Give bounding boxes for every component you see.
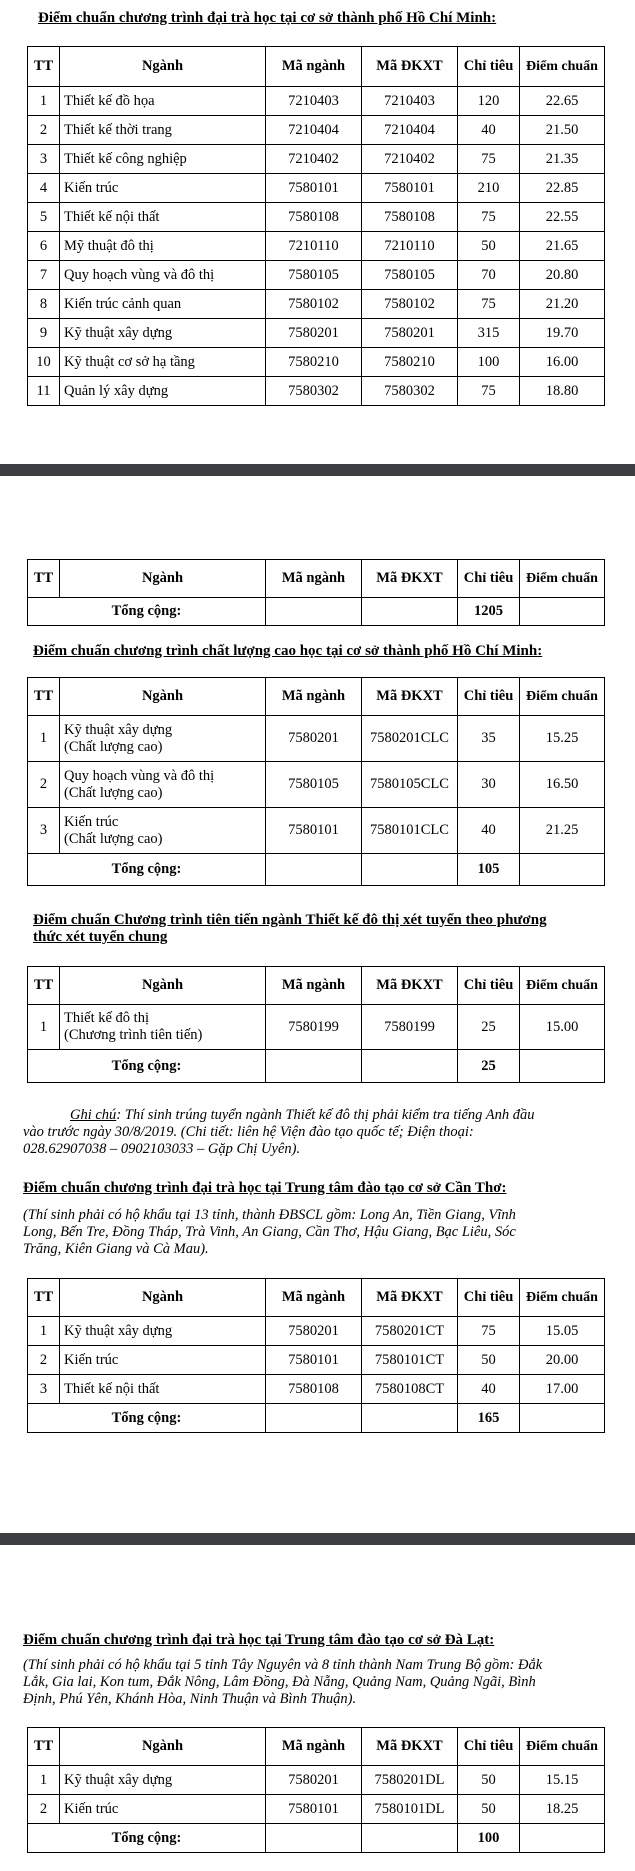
cell-ma-dkxt: 7580201CLC	[362, 716, 458, 762]
note-text: : Thí sinh trúng tuyển ngành Thiết kế đô thị phải kiểm tra tiếng Anh đầu	[116, 1107, 535, 1123]
cell-ma-dkxt: 7580210	[362, 348, 458, 377]
col-header-nganh: Ngành	[60, 47, 266, 87]
cell-ma-nganh: 7580210	[266, 348, 362, 377]
note-label: Ghi chú	[70, 1107, 117, 1123]
col-header-diem: Điểm chuẩn	[520, 1728, 605, 1766]
cell-ma-nganh: 7580105	[266, 261, 362, 290]
cell-tt: 2	[28, 1346, 60, 1375]
nganh-name: Kỹ thuật xây dựng	[64, 721, 173, 738]
nganh-program: (Chất lượng cao)	[64, 830, 163, 847]
page-break	[0, 1533, 635, 1545]
section3-note-line3: 028.62907038 – 0902103033 – Gặp Chị Uyên).	[23, 1141, 301, 1157]
col-header-ma-dkxt: Mã ĐKXT	[362, 967, 458, 1005]
cell-ma-dkxt: 7580101	[362, 174, 458, 203]
section4-note-line2: Long, Bến Tre, Đồng Tháp, Trà Vinh, An Giang, Cần Thơ, Hậu Giang, Bạc Liêu, Sóc	[23, 1224, 516, 1240]
table-header-row	[28, 1728, 605, 1766]
col-header-nganh: Ngành	[60, 678, 266, 716]
col-header-chi-tieu: Chỉ tiêu	[458, 1279, 520, 1317]
cell-diem: 15.15	[520, 1766, 605, 1795]
cell-tt: 11	[28, 377, 60, 406]
cell-nganh	[60, 808, 266, 854]
cell-tt: 2	[28, 762, 60, 808]
table-row	[28, 174, 605, 203]
total-label: Tổng cộng:	[28, 1050, 266, 1083]
col-header-ma-nganh: Mã ngành	[266, 678, 362, 716]
cell-diem: 18.80	[520, 377, 605, 406]
cell-tt: 4	[28, 174, 60, 203]
cell-diem: 22.85	[520, 174, 605, 203]
col-header-diem: Điểm chuẩn	[520, 1279, 605, 1317]
table-row	[28, 203, 605, 232]
cell-chi-tieu: 100	[458, 348, 520, 377]
cell-ma-nganh: 7580101	[266, 1346, 362, 1375]
cell-ma-nganh: 7580105	[266, 762, 362, 808]
table-row	[28, 319, 605, 348]
cell-nganh: Kiến trúc	[60, 174, 266, 203]
col-header-chi-tieu: Chỉ tiêu	[458, 47, 520, 87]
table-row	[28, 1766, 605, 1795]
cell-ma-nganh: 7210110	[266, 232, 362, 261]
cell-diem: 20.80	[520, 261, 605, 290]
table-row	[28, 116, 605, 145]
cell-diem: 17.00	[520, 1375, 605, 1404]
total-row	[28, 1824, 605, 1853]
cell-tt: 5	[28, 203, 60, 232]
table-row	[28, 716, 605, 762]
cell-chi-tieu: 40	[458, 116, 520, 145]
cell-ma-nganh: 7580201	[266, 1766, 362, 1795]
cell-ma-nganh: 7580101	[266, 1795, 362, 1824]
nganh-name: Quy hoạch vùng và đô thị	[64, 767, 215, 784]
cell-chi-tieu: 40	[458, 1375, 520, 1404]
cell-ma-nganh: 7580101	[266, 174, 362, 203]
total-chi-tieu: 165	[458, 1404, 520, 1433]
cell-ma-dkxt: 7210110	[362, 232, 458, 261]
cell-nganh: Kỹ thuật xây dựng	[60, 1317, 266, 1346]
section5-table	[27, 1727, 605, 1853]
section3-note-line1	[70, 1107, 535, 1124]
table-row	[28, 808, 605, 854]
col-header-diem: Điểm chuẩn	[520, 47, 605, 87]
table-row	[28, 762, 605, 808]
cell-nganh: Quy hoạch vùng và đô thị	[60, 261, 266, 290]
section3-title-line2: thức xét tuyển chung	[33, 929, 168, 945]
cell-nganh: Kỹ thuật xây dựng	[60, 319, 266, 348]
cell-tt: 8	[28, 290, 60, 319]
cell-nganh: Thiết kế nội thất	[60, 203, 266, 232]
nganh-program: (Chất lượng cao)	[64, 738, 163, 755]
cell-ma-dkxt: 7580102	[362, 290, 458, 319]
col-header-ma-nganh: Mã ngành	[266, 1279, 362, 1317]
cell-chi-tieu: 75	[458, 1317, 520, 1346]
cell-chi-tieu: 50	[458, 1766, 520, 1795]
section4-note-line1: (Thí sinh phải có hộ khẩu tại 13 tỉnh, thành ĐBSCL gồm: Long An, Tiền Giang, Vĩnh	[23, 1207, 516, 1223]
cell-tt: 2	[28, 1795, 60, 1824]
col-header-tt: TT	[28, 1728, 60, 1766]
cell-chi-tieu: 75	[458, 290, 520, 319]
cell-ma-dkxt: 7210404	[362, 116, 458, 145]
total-chi-tieu: 100	[458, 1824, 520, 1853]
page-break	[0, 464, 635, 476]
cell-ma-nganh: 7580199	[266, 1005, 362, 1050]
total-row	[28, 1404, 605, 1433]
total-chi-tieu: 25	[458, 1050, 520, 1083]
table-row	[28, 1317, 605, 1346]
cell-chi-tieu: 70	[458, 261, 520, 290]
nganh-name: Kiến trúc	[64, 813, 119, 830]
col-header-ma-nganh: Mã ngành	[266, 1728, 362, 1766]
section5-note-line2: Lắk, Gia lai, Kon tum, Đắk Nông, Lâm Đồng, Đà Nẵng, Quảng Nam, Quảng Ngãi, Bình	[23, 1674, 536, 1690]
table-row	[28, 261, 605, 290]
total-label: Tổng cộng:	[28, 1824, 266, 1853]
col-header-nganh: Ngành	[60, 1279, 266, 1317]
cell-chi-tieu: 40	[458, 808, 520, 854]
cell-chi-tieu: 210	[458, 174, 520, 203]
col-header-chi-tieu: Chỉ tiêu	[458, 967, 520, 1005]
cell-tt: 3	[28, 808, 60, 854]
col-header-nganh: Ngành	[60, 1728, 266, 1766]
col-header-tt: TT	[28, 47, 60, 87]
cell-chi-tieu: 50	[458, 1346, 520, 1375]
cell-nganh: Kiến trúc	[60, 1795, 266, 1824]
cell-chi-tieu: 75	[458, 377, 520, 406]
cell-nganh: Kiến trúc cảnh quan	[60, 290, 266, 319]
nganh-program: (Chất lượng cao)	[64, 784, 163, 801]
total-row	[28, 1050, 605, 1083]
total-label: Tổng cộng:	[28, 1404, 266, 1433]
cell-ma-dkxt: 7580101DL	[362, 1795, 458, 1824]
cell-ma-dkxt: 7580105CLC	[362, 762, 458, 808]
col-header-tt: TT	[28, 1279, 60, 1317]
cell-ma-dkxt: 7580108	[362, 203, 458, 232]
section5-note-line1: (Thí sinh phải có hộ khẩu tại 5 tỉnh Tây Nguyên và 8 tỉnh thành Nam Trung Bộ gồm: Đắk	[23, 1657, 543, 1673]
cell-diem: 16.50	[520, 762, 605, 808]
cell-ma-dkxt: 7210403	[362, 87, 458, 116]
cell-tt: 7	[28, 261, 60, 290]
cell-nganh	[60, 762, 266, 808]
cell-ma-nganh: 7210402	[266, 145, 362, 174]
cell-chi-tieu: 25	[458, 1005, 520, 1050]
total-chi-tieu: 1205	[458, 598, 520, 626]
cell-tt: 2	[28, 116, 60, 145]
cell-diem: 15.00	[520, 1005, 605, 1050]
cell-tt: 1	[28, 1766, 60, 1795]
table-header-row	[28, 967, 605, 1005]
section3-table	[27, 966, 605, 1083]
section1-title: Điểm chuẩn chương trình đại trà học tại cơ sở thành phố Hồ Chí Minh:	[38, 10, 497, 26]
cell-nganh: Thiết kế công nghiệp	[60, 145, 266, 174]
col-header-diem: Điểm chuẩn	[520, 560, 605, 598]
cell-chi-tieu: 75	[458, 145, 520, 174]
table-row	[28, 232, 605, 261]
cell-ma-dkxt: 7580108CT	[362, 1375, 458, 1404]
cell-chi-tieu: 120	[458, 87, 520, 116]
cell-ma-nganh: 7580201	[266, 1317, 362, 1346]
section3-title-line1: Điểm chuẩn Chương trình tiên tiến ngành Thiết kế đô thị xét tuyển theo phương	[33, 912, 547, 928]
table-row	[28, 1005, 605, 1050]
section3-note-line2: vào trước ngày 30/8/2019. (Chi tiết: liên hệ Viện đào tạo quốc tế; Điện thoại:	[23, 1124, 474, 1140]
col-header-tt: TT	[28, 678, 60, 716]
cell-tt: 3	[28, 145, 60, 174]
cell-tt: 1	[28, 716, 60, 762]
cell-ma-nganh: 7210404	[266, 116, 362, 145]
section2-title: Điểm chuẩn chương trình chất lượng cao học tại cơ sở thành phố Hồ Chí Minh:	[33, 643, 543, 659]
col-header-nganh: Ngành	[60, 967, 266, 1005]
cell-diem: 21.25	[520, 808, 605, 854]
col-header-diem: Điểm chuẩn	[520, 967, 605, 1005]
col-header-diem: Điểm chuẩn	[520, 678, 605, 716]
total-chi-tieu: 105	[458, 854, 520, 886]
cell-diem: 15.05	[520, 1317, 605, 1346]
nganh-name: Thiết kế đô thị	[64, 1010, 149, 1026]
cell-ma-dkxt: 7580201DL	[362, 1766, 458, 1795]
section4-title: Điểm chuẩn chương trình đại trà học tại Trung tâm đào tạo cơ sở Cần Thơ:	[23, 1180, 507, 1196]
cell-ma-dkxt: 7580201CT	[362, 1317, 458, 1346]
cell-ma-dkxt: 7580201	[362, 319, 458, 348]
section4-table	[27, 1278, 605, 1433]
cell-tt: 9	[28, 319, 60, 348]
cell-nganh: Kỹ thuật cơ sở hạ tầng	[60, 348, 266, 377]
cell-ma-nganh: 7580101	[266, 808, 362, 854]
col-header-ma-nganh: Mã ngành	[266, 47, 362, 87]
col-header-chi-tieu: Chỉ tiêu	[458, 560, 520, 598]
col-header-ma-dkxt: Mã ĐKXT	[362, 47, 458, 87]
total-row	[28, 854, 605, 886]
cell-diem: 22.65	[520, 87, 605, 116]
section1-total-table	[27, 559, 605, 626]
cell-diem: 21.35	[520, 145, 605, 174]
table-row	[28, 87, 605, 116]
cell-ma-nganh: 7580108	[266, 1375, 362, 1404]
cell-chi-tieu: 35	[458, 716, 520, 762]
cell-diem: 16.00	[520, 348, 605, 377]
section4-note-line3: Trăng, Kiên Giang và Cà Mau).	[23, 1241, 209, 1257]
col-header-chi-tieu: Chỉ tiêu	[458, 1728, 520, 1766]
total-label: Tổng cộng:	[28, 854, 266, 886]
cell-nganh: Thiết kế đồ họa	[60, 87, 266, 116]
table-header-row	[28, 47, 605, 87]
table-row	[28, 1795, 605, 1824]
cell-ma-nganh: 7580102	[266, 290, 362, 319]
cell-tt: 1	[28, 1317, 60, 1346]
cell-diem: 20.00	[520, 1346, 605, 1375]
cell-ma-dkxt: 7580101CT	[362, 1346, 458, 1375]
cell-diem: 15.25	[520, 716, 605, 762]
cell-tt: 3	[28, 1375, 60, 1404]
cell-chi-tieu: 50	[458, 232, 520, 261]
col-header-ma-nganh: Mã ngành	[266, 560, 362, 598]
cell-ma-dkxt: 7580199	[362, 1005, 458, 1050]
col-header-ma-dkxt: Mã ĐKXT	[362, 678, 458, 716]
cell-tt: 1	[28, 87, 60, 116]
cell-ma-nganh: 7580108	[266, 203, 362, 232]
cell-ma-nganh: 7580201	[266, 319, 362, 348]
cell-diem: 19.70	[520, 319, 605, 348]
col-header-ma-dkxt: Mã ĐKXT	[362, 1728, 458, 1766]
cell-diem: 21.65	[520, 232, 605, 261]
cell-nganh: Kỹ thuật xây dựng	[60, 1766, 266, 1795]
section5-note-line3: Định, Phú Yên, Khánh Hòa, Ninh Thuận và Bình Thuận).	[23, 1691, 357, 1707]
cell-ma-dkxt: 7580105	[362, 261, 458, 290]
cell-nganh: Thiết kế thời trang	[60, 116, 266, 145]
section2-table	[27, 677, 605, 886]
cell-diem: 21.20	[520, 290, 605, 319]
col-header-nganh: Ngành	[60, 560, 266, 598]
col-header-ma-dkxt: Mã ĐKXT	[362, 1279, 458, 1317]
section5-title: Điểm chuẩn chương trình đại trà học tại Trung tâm đào tạo cơ sở Đà Lạt:	[23, 1632, 495, 1648]
nganh-program: (Chương trình tiên tiến)	[64, 1027, 203, 1043]
cell-ma-dkxt: 7580302	[362, 377, 458, 406]
cell-chi-tieu: 30	[458, 762, 520, 808]
table-row	[28, 1346, 605, 1375]
cell-ma-nganh: 7580302	[266, 377, 362, 406]
cell-nganh: Mỹ thuật đô thị	[60, 232, 266, 261]
total-row	[28, 598, 605, 626]
cell-chi-tieu: 315	[458, 319, 520, 348]
table-row	[28, 290, 605, 319]
table-row	[28, 377, 605, 406]
cell-nganh: Thiết kế nội thất	[60, 1375, 266, 1404]
cell-diem: 21.50	[520, 116, 605, 145]
cell-chi-tieu: 75	[458, 203, 520, 232]
cell-chi-tieu: 50	[458, 1795, 520, 1824]
cell-nganh	[60, 1005, 266, 1050]
cell-ma-nganh: 7210403	[266, 87, 362, 116]
table-header-row	[28, 678, 605, 716]
cell-ma-nganh: 7580201	[266, 716, 362, 762]
col-header-ma-nganh: Mã ngành	[266, 967, 362, 1005]
cell-tt: 1	[28, 1005, 60, 1050]
table-row	[28, 145, 605, 174]
cell-tt: 6	[28, 232, 60, 261]
cell-diem: 22.55	[520, 203, 605, 232]
table-row	[28, 348, 605, 377]
table-row	[28, 1375, 605, 1404]
cell-ma-dkxt: 7580101CLC	[362, 808, 458, 854]
col-header-tt: TT	[28, 967, 60, 1005]
cell-ma-dkxt: 7210402	[362, 145, 458, 174]
col-header-ma-dkxt: Mã ĐKXT	[362, 560, 458, 598]
cell-diem: 18.25	[520, 1795, 605, 1824]
table-header-row	[28, 560, 605, 598]
table-header-row	[28, 1279, 605, 1317]
col-header-chi-tieu: Chỉ tiêu	[458, 678, 520, 716]
cell-nganh: Quản lý xây dựng	[60, 377, 266, 406]
col-header-tt: TT	[28, 560, 60, 598]
total-label: Tổng cộng:	[28, 598, 266, 626]
cell-tt: 10	[28, 348, 60, 377]
cell-nganh	[60, 716, 266, 762]
section1-table	[27, 46, 605, 406]
cell-nganh: Kiến trúc	[60, 1346, 266, 1375]
